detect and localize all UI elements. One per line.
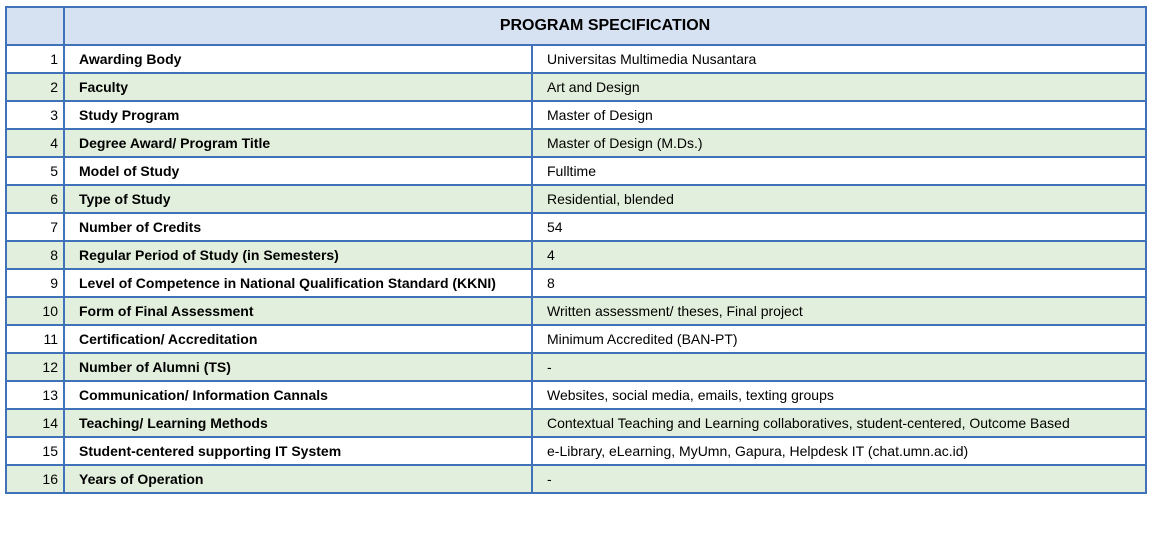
- row-label: Years of Operation: [64, 465, 532, 493]
- row-value: -: [532, 465, 1146, 493]
- table-row: [6, 381, 1146, 409]
- table-row: [6, 213, 1146, 241]
- row-label: Model of Study: [64, 157, 532, 185]
- table-row: [6, 45, 1146, 73]
- row-value: 54: [532, 213, 1146, 241]
- row-label: Teaching/ Learning Methods: [64, 409, 532, 437]
- row-number: 9: [6, 269, 64, 297]
- table-row: [6, 185, 1146, 213]
- table-row: [6, 101, 1146, 129]
- row-number: 13: [6, 381, 64, 409]
- row-label: Type of Study: [64, 185, 532, 213]
- table-row: [6, 353, 1146, 381]
- table-row: [6, 241, 1146, 269]
- row-number: 12: [6, 353, 64, 381]
- row-label: Certification/ Accreditation: [64, 325, 532, 353]
- table-row: [6, 297, 1146, 325]
- table-title: PROGRAM SPECIFICATION: [64, 7, 1146, 45]
- row-value: Art and Design: [532, 73, 1146, 101]
- row-label: Form of Final Assessment: [64, 297, 532, 325]
- row-label: Communication/ Information Cannals: [64, 381, 532, 409]
- row-number: 16: [6, 465, 64, 493]
- row-number: 5: [6, 157, 64, 185]
- row-label: Regular Period of Study (in Semesters): [64, 241, 532, 269]
- row-number: 4: [6, 129, 64, 157]
- table-row: [6, 73, 1146, 101]
- row-value: e-Library, eLearning, MyUmn, Gapura, Helpdesk IT (chat.umn.ac.id): [532, 437, 1146, 465]
- table-row: [6, 129, 1146, 157]
- row-label: Degree Award/ Program Title: [64, 129, 532, 157]
- row-number: 1: [6, 45, 64, 73]
- table-row: [6, 325, 1146, 353]
- row-value: -: [532, 353, 1146, 381]
- row-number: 14: [6, 409, 64, 437]
- program-specification-table: [5, 6, 1147, 494]
- row-number: 11: [6, 325, 64, 353]
- row-number: 15: [6, 437, 64, 465]
- row-number: 3: [6, 101, 64, 129]
- row-value: Fulltime: [532, 157, 1146, 185]
- table-row: [6, 269, 1146, 297]
- header-corner-cell: [6, 7, 64, 45]
- row-label: Number of Alumni (TS): [64, 353, 532, 381]
- row-value: Minimum Accredited (BAN-PT): [532, 325, 1146, 353]
- row-number: 6: [6, 185, 64, 213]
- table-row: [6, 157, 1146, 185]
- row-value: 4: [532, 241, 1146, 269]
- table-row: [6, 437, 1146, 465]
- row-number: 2: [6, 73, 64, 101]
- row-value: 8: [532, 269, 1146, 297]
- row-label: Number of Credits: [64, 213, 532, 241]
- row-label: Awarding Body: [64, 45, 532, 73]
- row-label: Study Program: [64, 101, 532, 129]
- table-row: [6, 465, 1146, 493]
- row-value: Written assessment/ theses, Final project: [532, 297, 1146, 325]
- row-label: Level of Competence in National Qualification Standard (KKNI): [64, 269, 532, 297]
- row-value: Universitas Multimedia Nusantara: [532, 45, 1146, 73]
- row-label: Student-centered supporting IT System: [64, 437, 532, 465]
- table-header-row: [6, 7, 1146, 45]
- row-value: Websites, social media, emails, texting groups: [532, 381, 1146, 409]
- table-row: [6, 409, 1146, 437]
- row-number: 8: [6, 241, 64, 269]
- row-value: Residential, blended: [532, 185, 1146, 213]
- row-value: Contextual Teaching and Learning collaboratives, student-centered, Outcome Based: [532, 409, 1146, 437]
- row-value: Master of Design (M.Ds.): [532, 129, 1146, 157]
- row-number: 7: [6, 213, 64, 241]
- row-number: 10: [6, 297, 64, 325]
- row-value: Master of Design: [532, 101, 1146, 129]
- row-label: Faculty: [64, 73, 532, 101]
